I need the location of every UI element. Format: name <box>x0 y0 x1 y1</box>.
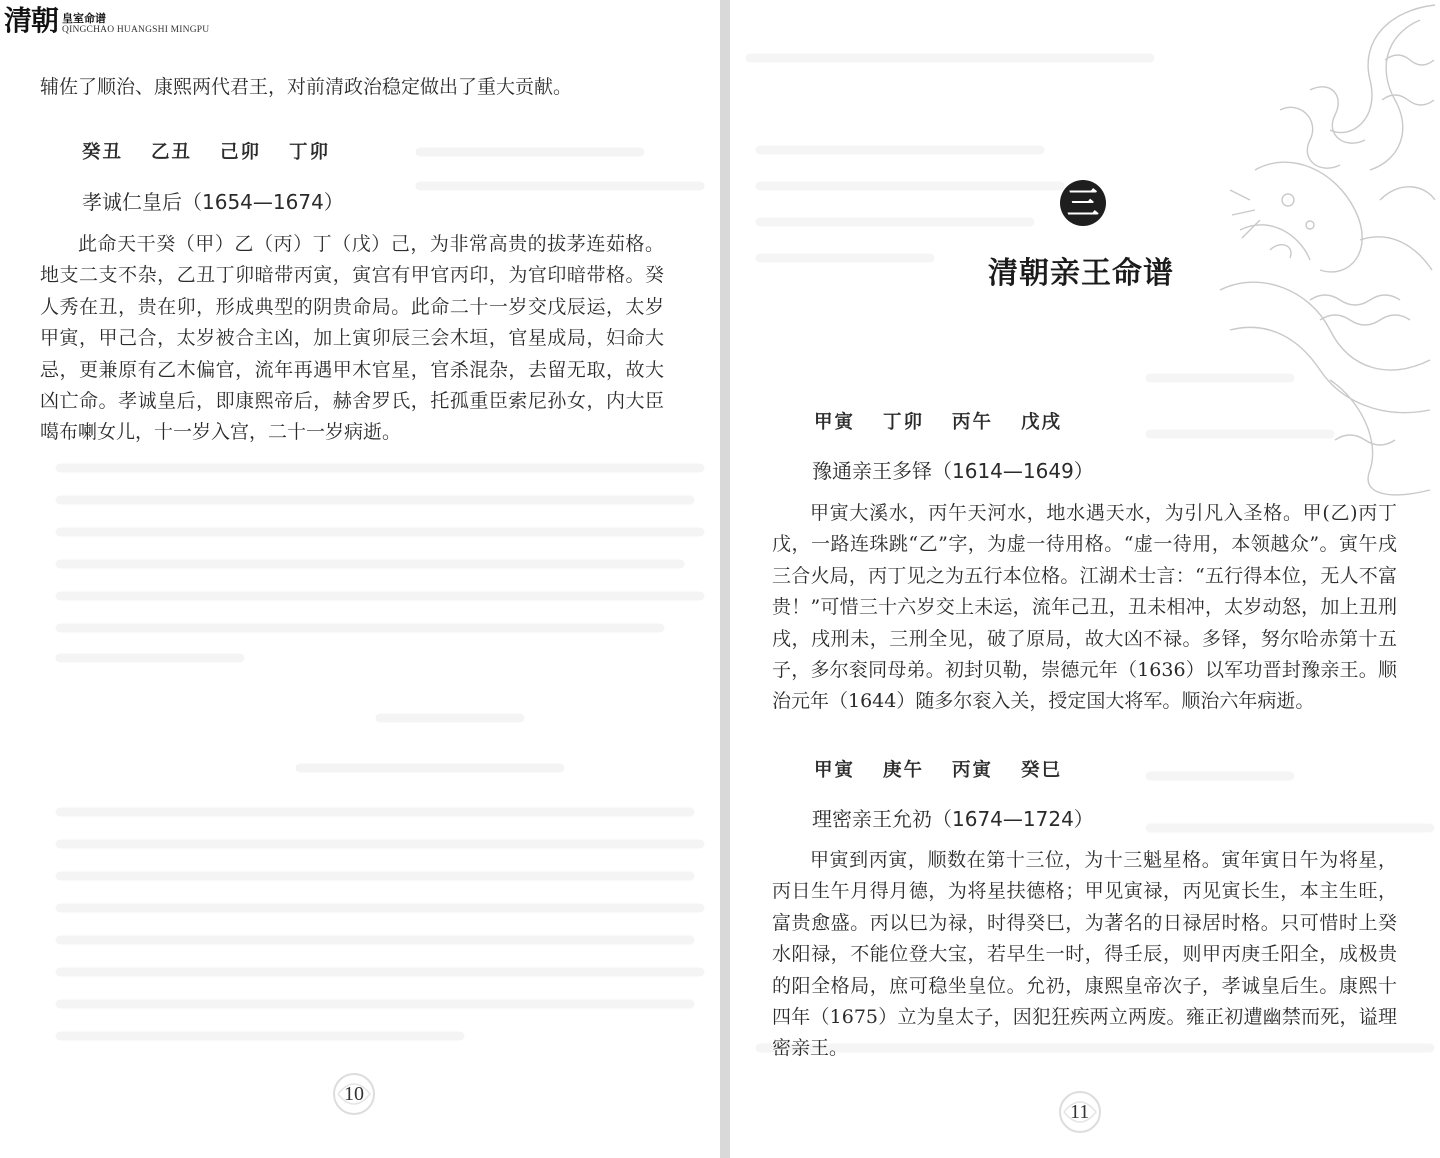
brand-title: 清朝 <box>4 4 59 37</box>
entry-2-paragraph: 甲寅到丙寅，顺数在第十三位，为十三魁星格。寅年寅日午为将星，丙日生午月得月德，为将星扶德格；甲见寅禄，丙见寅长生，本主生旺，富贵愈盛。丙以巳为禄，时得癸巳，为著名的日禄居时格。只可惜时上癸水阳禄，不能位登大宝，若早生一时，得壬辰，则甲丙庚壬阳全，成极贵的阳全格局，庶可稳坐皇位。允礽，康熙皇帝次子，孝诚皇后生。康熙十四年（1675）立为皇太子，因犯狂疾两立两废。雍正初遭幽禁而死，谥理密亲王。 <box>772 849 1397 1060</box>
left-opening-text <box>40 72 670 103</box>
pillar-day: 己卯 <box>220 142 262 163</box>
pillar-hour: 戊戌 <box>1021 412 1063 433</box>
left-entry-pillars <box>82 138 358 164</box>
chapter-title: 清朝亲王命谱 <box>988 256 1174 291</box>
left-entry-person: 孝诚仁皇后（1654—1674） <box>82 190 344 214</box>
pillar-hour: 丁卯 <box>289 142 331 163</box>
brand-romanization: QINGCHAO HUANGSHI MINGPU <box>62 25 210 35</box>
pillar-month: 丁卯 <box>883 412 925 433</box>
chapter-number-badge: 三 <box>1060 180 1106 226</box>
book-header-brand <box>4 6 209 36</box>
entry-1-person: 豫通亲王多铎（1614—1649） <box>812 459 1094 483</box>
pillar-month: 乙丑 <box>151 142 193 163</box>
brand-subtitle: 皇室命谱 <box>62 12 107 25</box>
entry-2-pillars <box>814 756 1090 782</box>
page-number-left: 10 <box>344 1083 364 1105</box>
left-entry-paragraph: 此命天干癸（甲）乙（丙）丁（戊）己，为非常高贵的拔茅连茹格。地支二支不杂，乙丑丁卯暗带丙寅，寅宫有甲官丙印，为官印暗带格。癸人秀在丑，贵在卯，形成典型的阴贵命局。此命二十一岁交戊辰运，太岁甲寅，甲己合，太岁被合主凶，加上寅卯辰三会木垣，官星成局，妇命大忌，更兼原有乙木偏官，流年再遇甲木官星，官杀混杂，去留无取，故大凶亡命。孝诚皇后，即康熙帝后，赫舍罗氏，托孤重臣索尼孙女，内大臣噶布喇女儿，十一岁入宫，二十一岁病逝。 <box>40 233 664 444</box>
pillar-day: 丙午 <box>952 412 994 433</box>
entry-1-body <box>772 498 1397 718</box>
pillar-hour: 癸巳 <box>1021 760 1063 781</box>
left-entry-body <box>40 229 664 449</box>
entry-1-paragraph: 甲寅大溪水，丙午天河水，地水遇天水，为引凡入圣格。甲(乙)丙丁戊，一路连珠跳“乙”字，为虚一待用格。“虚一待用，本领越众”。寅午戌三合火局，丙丁见之为五行本位格。江湖术士言：“五行得本位，无人不富贵！”可惜三十六岁交上未运，流年己丑，丑未相冲，太岁动怒，加上丑刑戌，戌刑未，三刑全见，破了原局，故大凶不禄。多铎，努尔哈赤第十五子，多尔衮同母弟。初封贝勒，崇德元年（1636）以军功晋封豫亲王。顺治元年（1644）随多尔衮入关，授定国大将军。顺治六年病逝。 <box>772 502 1397 713</box>
pillar-year: 甲寅 <box>814 412 856 433</box>
entry-2-person: 理密亲王允礽（1674—1724） <box>812 807 1094 831</box>
right-page <box>730 0 1440 1158</box>
opening-line: 辅佐了顺治、康熙两代君王，对前清政治稳定做出了重大贡献。 <box>40 76 573 98</box>
dragon-illustration <box>1160 0 1440 500</box>
pillar-year: 癸丑 <box>82 142 124 163</box>
page-number-right: 11 <box>1070 1101 1090 1123</box>
pillar-day: 丙寅 <box>952 760 994 781</box>
pillar-month: 庚午 <box>883 760 925 781</box>
entry-1-pillars <box>814 408 1090 434</box>
entry-2-body <box>772 845 1397 1065</box>
pillar-year: 甲寅 <box>814 760 856 781</box>
